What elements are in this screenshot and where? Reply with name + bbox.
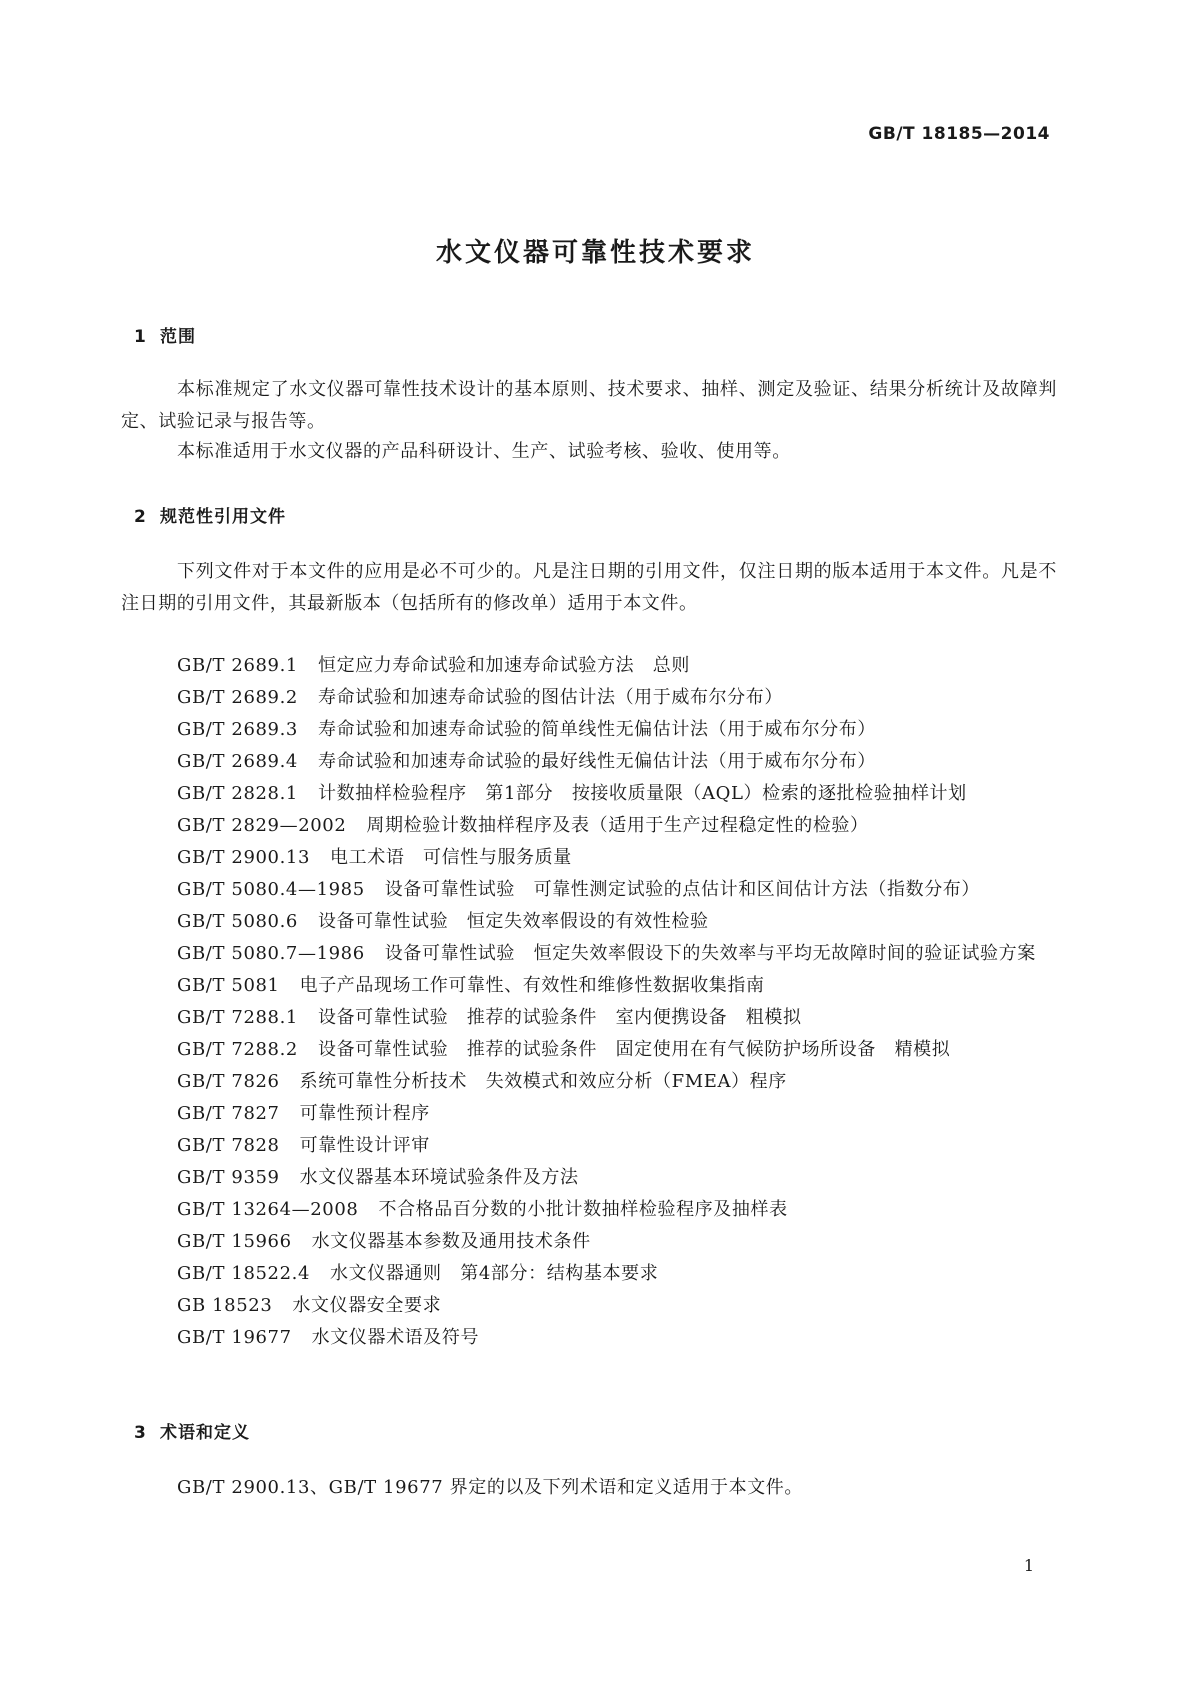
reference-code: GB/T 5080.6 [177,911,298,932]
reference-item [121,1066,1057,1098]
section-heading-terms [134,1418,250,1443]
reference-title: 水文仪器安全要求 [292,1295,442,1316]
reference-code: GB/T 5080.4—1985 [177,879,365,900]
reference-item [121,1130,1057,1162]
reference-item [121,714,1057,746]
reference-title: 设备可靠性试验 恒定失效率假设下的失效率与平均无故障时间的验证试验方案 [384,943,1036,964]
scope-paragraph-1: 本标准规定了水文仪器可靠性技术设计的基本原则、技术要求、抽样、测定及验证、结果分析统计及故障判定、试验记录与报告等。 [121,379,1057,432]
reference-title: 设备可靠性试验 可靠性测定试验的点估计和区间估计方法（指数分布） [384,879,980,900]
reference-item [121,1098,1057,1130]
page-number: 1 [1023,1556,1034,1575]
reference-item [121,1162,1057,1194]
reference-title: 周期检验计数抽样程序及表（适用于生产过程稳定性的检验） [366,815,869,836]
reference-code: GB/T 2828.1 [177,783,298,804]
section-number: 2 [134,507,147,527]
reference-item [121,1034,1057,1066]
reference-title: 系统可靠性分析技术 失效模式和效应分析（FMEA）程序 [299,1071,787,1092]
reference-item [121,906,1057,938]
reference-title: 水文仪器术语及符号 [311,1327,480,1348]
reference-code: GB/T 15966 [177,1231,292,1252]
reference-code: GB/T 9359 [177,1167,280,1188]
reference-list [121,650,1057,1354]
reference-title: 水文仪器基本参数及通用技术条件 [311,1231,591,1252]
terms-intro: GB/T 2900.13、GB/T 19677 界定的以及下列术语和定义适用于本文件。 [177,1477,804,1498]
document-title: 水文仪器可靠性技术要求 [435,238,755,268]
reference-item [121,1290,1057,1322]
reference-code: GB/T 18522.4 [177,1263,311,1284]
reference-title: 寿命试验和加速寿命试验的最好线性无偏估计法（用于威布尔分布） [317,751,876,772]
reference-code: GB/T 2689.2 [177,687,298,708]
reference-code: GB/T 7827 [177,1103,280,1124]
reference-title: 不合格品百分数的小批计数抽样检验程序及抽样表 [378,1199,788,1220]
reference-item [121,1258,1057,1290]
reference-title: 水文仪器基本环境试验条件及方法 [299,1167,579,1188]
section-heading-normative-references [134,502,286,527]
section-number: 1 [134,327,147,347]
reference-code: GB/T 2689.4 [177,751,298,772]
reference-title: 计数抽样检验程序 第1部分 按接收质量限（AQL）检索的逐批检验抽样计划 [317,783,967,804]
reference-title: 寿命试验和加速寿命试验的简单线性无偏估计法（用于威布尔分布） [317,719,876,740]
reference-code: GB/T 7828 [177,1135,280,1156]
reference-item [121,810,1057,842]
reference-title: 设备可靠性试验 恒定失效率假设的有效性检验 [317,911,709,932]
references-intro: 下列文件对于本文件的应用是必不可少的。凡是注日期的引用文件，仅注日期的版本适用于本文件。凡是不注日期的引用文件，其最新版本（包括所有的修改单）适用于本文件。 [121,561,1057,614]
reference-title: 电子产品现场工作可靠性、有效性和维修性数据收集指南 [299,975,765,996]
reference-title: 设备可靠性试验 推荐的试验条件 室内便携设备 粗模拟 [317,1007,802,1028]
reference-code: GB/T 7826 [177,1071,280,1092]
reference-item [121,1194,1057,1226]
reference-title: 设备可靠性试验 推荐的试验条件 固定使用在有气候防护场所设备 精模拟 [317,1039,951,1060]
reference-title: 可靠性预计程序 [299,1103,430,1124]
reference-title: 寿命试验和加速寿命试验的图估计法（用于威布尔分布） [317,687,783,708]
reference-item [121,842,1057,874]
reference-code: GB/T 2829—2002 [177,815,347,836]
reference-item [121,650,1057,682]
section-title: 规范性引用文件 [160,507,286,527]
scope-paragraph-2: 本标准适用于水文仪器的产品科研设计、生产、试验考核、验收、使用等。 [177,441,791,462]
reference-item [121,682,1057,714]
section-number: 3 [134,1423,147,1443]
reference-code: GB/T 19677 [177,1327,292,1348]
reference-item [121,778,1057,810]
reference-title: 水文仪器通则 第4部分：结构基本要求 [330,1263,659,1284]
section-title: 术语和定义 [160,1423,250,1443]
reference-code: GB/T 2689.3 [177,719,298,740]
reference-code: GB/T 7288.1 [177,1007,298,1028]
reference-code: GB 18523 [177,1295,273,1316]
reference-item [121,1226,1057,1258]
reference-title: 可靠性设计评审 [299,1135,430,1156]
reference-code: GB/T 7288.2 [177,1039,298,1060]
reference-item [121,938,1057,970]
section-title: 范围 [160,327,196,347]
reference-item [121,874,1057,906]
reference-title: 恒定应力寿命试验和加速寿命试验方法 总则 [317,655,690,676]
reference-code: GB/T 13264—2008 [177,1199,359,1220]
reference-code: GB/T 2900.13 [177,847,311,868]
reference-code: GB/T 5080.7—1986 [177,943,365,964]
reference-item [121,970,1057,1002]
reference-item [121,1322,1057,1354]
reference-code: GB/T 2689.1 [177,655,298,676]
reference-title: 电工术语 可信性与服务质量 [330,847,572,868]
standard-code: GB/T 18185—2014 [868,124,1050,144]
section-heading-scope [134,322,196,347]
reference-code: GB/T 5081 [177,975,280,996]
reference-item [121,1002,1057,1034]
reference-item [121,746,1057,778]
